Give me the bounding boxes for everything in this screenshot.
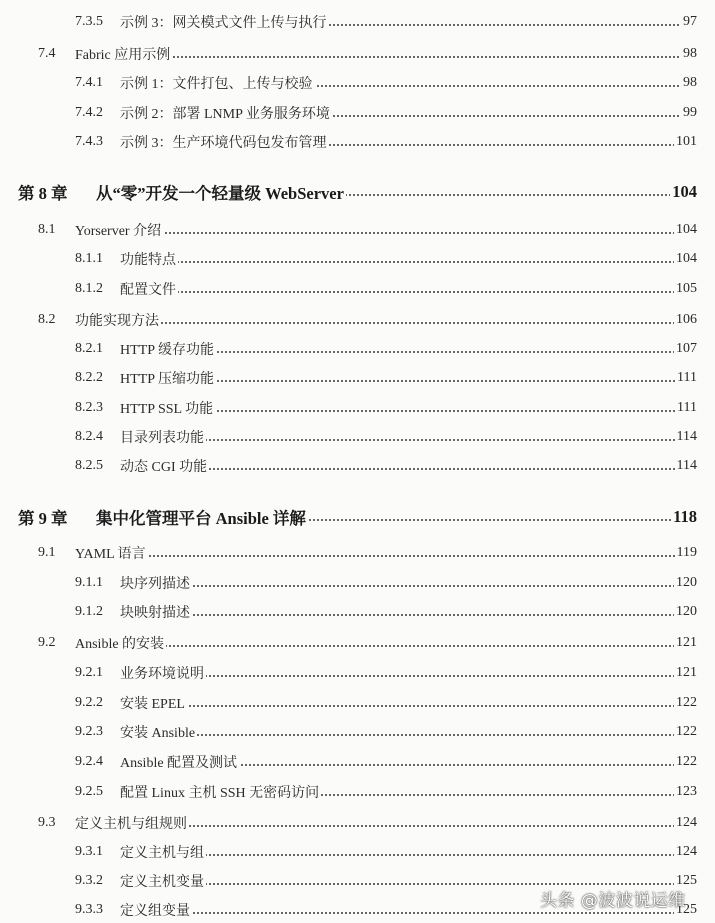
toc-title: 功能特点	[120, 249, 178, 269]
toc-page-number: 101	[676, 134, 697, 149]
dot-leader	[125, 261, 691, 263]
toc-number: 7.4.1	[75, 75, 103, 90]
toc-title: 安装 EPEL	[120, 693, 187, 713]
toc-number: 8.1	[38, 222, 56, 237]
dot-leader	[125, 439, 691, 441]
toc-chapter	[0, 181, 715, 203]
toc-number: 7.3.5	[75, 14, 103, 29]
toc-number: 9.3.1	[75, 844, 103, 859]
toc-page-number: 104	[672, 182, 697, 201]
toc-page-number: 122	[676, 695, 697, 710]
dot-leader	[125, 675, 691, 677]
dot-leader	[125, 291, 691, 293]
toc-page-number: 99	[683, 105, 697, 120]
toc-number: 7.4.3	[75, 134, 103, 149]
toc-subsection	[0, 338, 715, 360]
toc-page-number: 122	[676, 754, 697, 769]
toc-subsection	[0, 248, 715, 270]
toc-number: 8.2.5	[75, 458, 103, 473]
toc-page-number: 120	[676, 604, 697, 619]
toc-number: 7.4	[38, 46, 56, 61]
toc-section	[0, 309, 715, 331]
dot-leader	[125, 883, 691, 885]
toc-title: 动态 CGI 功能	[120, 456, 209, 476]
toc-subsection	[0, 72, 715, 94]
toc-page-number: 118	[673, 507, 697, 526]
toc-title: HTTP 缓存功能	[120, 339, 216, 359]
toc-number: 8.1.1	[75, 251, 103, 266]
toc-section	[0, 632, 715, 654]
toc-chapter	[0, 506, 715, 528]
toc-title: Ansible 的安装	[75, 633, 166, 653]
toc-title: Yorserver 介绍	[75, 220, 163, 240]
toc-number: 9.2	[38, 635, 56, 650]
toc-page-number: 104	[676, 222, 697, 237]
toc-page-number: 114	[676, 458, 697, 473]
toc-number: 8.2.4	[75, 429, 103, 444]
toc-page-number: 124	[676, 844, 697, 859]
toc-title: 集中化管理平台 Ansible 详解	[96, 505, 308, 529]
toc-title: HTTP 压缩功能	[120, 368, 216, 388]
toc-subsection	[0, 662, 715, 684]
watermark: 头条 @波波说运维	[540, 891, 686, 911]
toc-number: 9.2.1	[75, 665, 103, 680]
toc-title: HTTP SSL 功能	[120, 398, 215, 418]
toc-page-number: 105	[676, 281, 697, 296]
dot-leader	[80, 232, 691, 234]
toc-section	[0, 542, 715, 564]
toc-page-number: 123	[676, 784, 697, 799]
toc-title: 示例 2：部署 LNMP 业务服务环境	[120, 103, 332, 123]
toc-title: 配置 Linux 主机 SSH 无密码访问	[120, 782, 321, 802]
toc-title: 块映射描述	[120, 602, 192, 622]
toc-title: 从“零”开发一个轻量级 WebServer	[96, 180, 346, 204]
toc-title: 示例 3：网关模式文件上传与执行	[120, 12, 329, 32]
dot-leader	[125, 912, 691, 914]
toc-title: 定义组变量	[120, 900, 192, 920]
dot-leader	[125, 854, 691, 856]
toc-page-number: 97	[683, 14, 697, 29]
toc-number: 9.1.2	[75, 604, 103, 619]
toc-number: 8.2.2	[75, 370, 103, 385]
toc-subsection	[0, 455, 715, 477]
toc-page-number: 106	[676, 312, 697, 327]
toc-page-number: 125	[676, 902, 697, 917]
toc-number: 8.2	[38, 312, 56, 327]
toc-page-number: 98	[683, 46, 697, 61]
toc-page-number: 98	[683, 75, 697, 90]
toc-subsection	[0, 367, 715, 389]
toc-title: Ansible 配置及测试	[120, 752, 239, 772]
toc-title: 示例 1：文件打包、上传与校验	[120, 73, 315, 93]
toc-title: 示例 3：生产环境代码包发布管理	[120, 132, 329, 152]
toc-section	[0, 812, 715, 834]
toc-subsection	[0, 572, 715, 594]
toc-page-number: 122	[676, 724, 697, 739]
toc-section	[0, 43, 715, 65]
toc-subsection	[0, 426, 715, 448]
toc-subsection	[0, 131, 715, 153]
toc-subsection	[0, 781, 715, 803]
dot-leader	[125, 468, 691, 470]
toc-number: 9.2.5	[75, 784, 103, 799]
toc-title: 定义主机与组	[120, 842, 206, 862]
dot-leader	[125, 614, 691, 616]
toc-number: 8.2.1	[75, 341, 103, 356]
toc-number: 9.1	[38, 545, 56, 560]
toc-subsection	[0, 692, 715, 714]
toc-subsection	[0, 601, 715, 623]
toc-page-number: 124	[676, 815, 697, 830]
toc-title: 目录列表功能	[120, 427, 206, 447]
toc-title: 业务环境说明	[120, 663, 206, 683]
toc-subsection	[0, 721, 715, 743]
toc-number: 9.3.2	[75, 873, 103, 888]
toc-number: 8.2.3	[75, 400, 103, 415]
toc-subsection	[0, 278, 715, 300]
toc-subsection	[0, 102, 715, 124]
toc-subsection	[0, 11, 715, 33]
toc-number: 8.1.2	[75, 281, 103, 296]
dot-leader	[80, 555, 691, 557]
toc-page-number: 111	[677, 400, 697, 415]
toc-page-number: 107	[676, 341, 697, 356]
toc-number: 9.2.4	[75, 754, 103, 769]
toc-number: 9.3.3	[75, 902, 103, 917]
toc-number: 7.4.2	[75, 105, 103, 120]
toc-title: 块序列描述	[120, 573, 192, 593]
toc-page-number: 125	[676, 873, 697, 888]
toc-title: 定义主机变量	[120, 871, 206, 891]
toc-page-number: 120	[676, 575, 697, 590]
toc-page-number: 111	[677, 370, 697, 385]
toc-page-number: 114	[676, 429, 697, 444]
toc-title: 安装 Ansible	[120, 722, 197, 742]
dot-leader	[125, 734, 691, 736]
toc-title: 定义主机与组规则	[75, 813, 189, 833]
toc-page-number: 121	[676, 665, 697, 680]
toc-number: 9.3	[38, 815, 56, 830]
toc-title: 功能实现方法	[75, 310, 161, 330]
toc-page-number: 119	[676, 545, 697, 560]
toc-number: 9.2.3	[75, 724, 103, 739]
toc-subsection	[0, 841, 715, 863]
toc-number: 9.2.2	[75, 695, 103, 710]
toc-page-number: 104	[676, 251, 697, 266]
toc-section	[0, 219, 715, 241]
toc-title: 配置文件	[120, 279, 178, 299]
toc-subsection	[0, 397, 715, 419]
toc-title: Fabric 应用示例	[75, 44, 172, 64]
dot-leader	[125, 585, 691, 587]
dot-leader	[80, 322, 691, 324]
toc-page-number: 121	[676, 635, 697, 650]
toc-number: 9.1.1	[75, 575, 103, 590]
toc-title: YAML 语言	[75, 543, 148, 563]
toc-number: 第 9 章	[18, 509, 68, 528]
toc-number: 第 8 章	[18, 184, 68, 203]
toc-subsection	[0, 751, 715, 773]
dot-leader	[80, 645, 691, 647]
dot-leader	[125, 705, 691, 707]
